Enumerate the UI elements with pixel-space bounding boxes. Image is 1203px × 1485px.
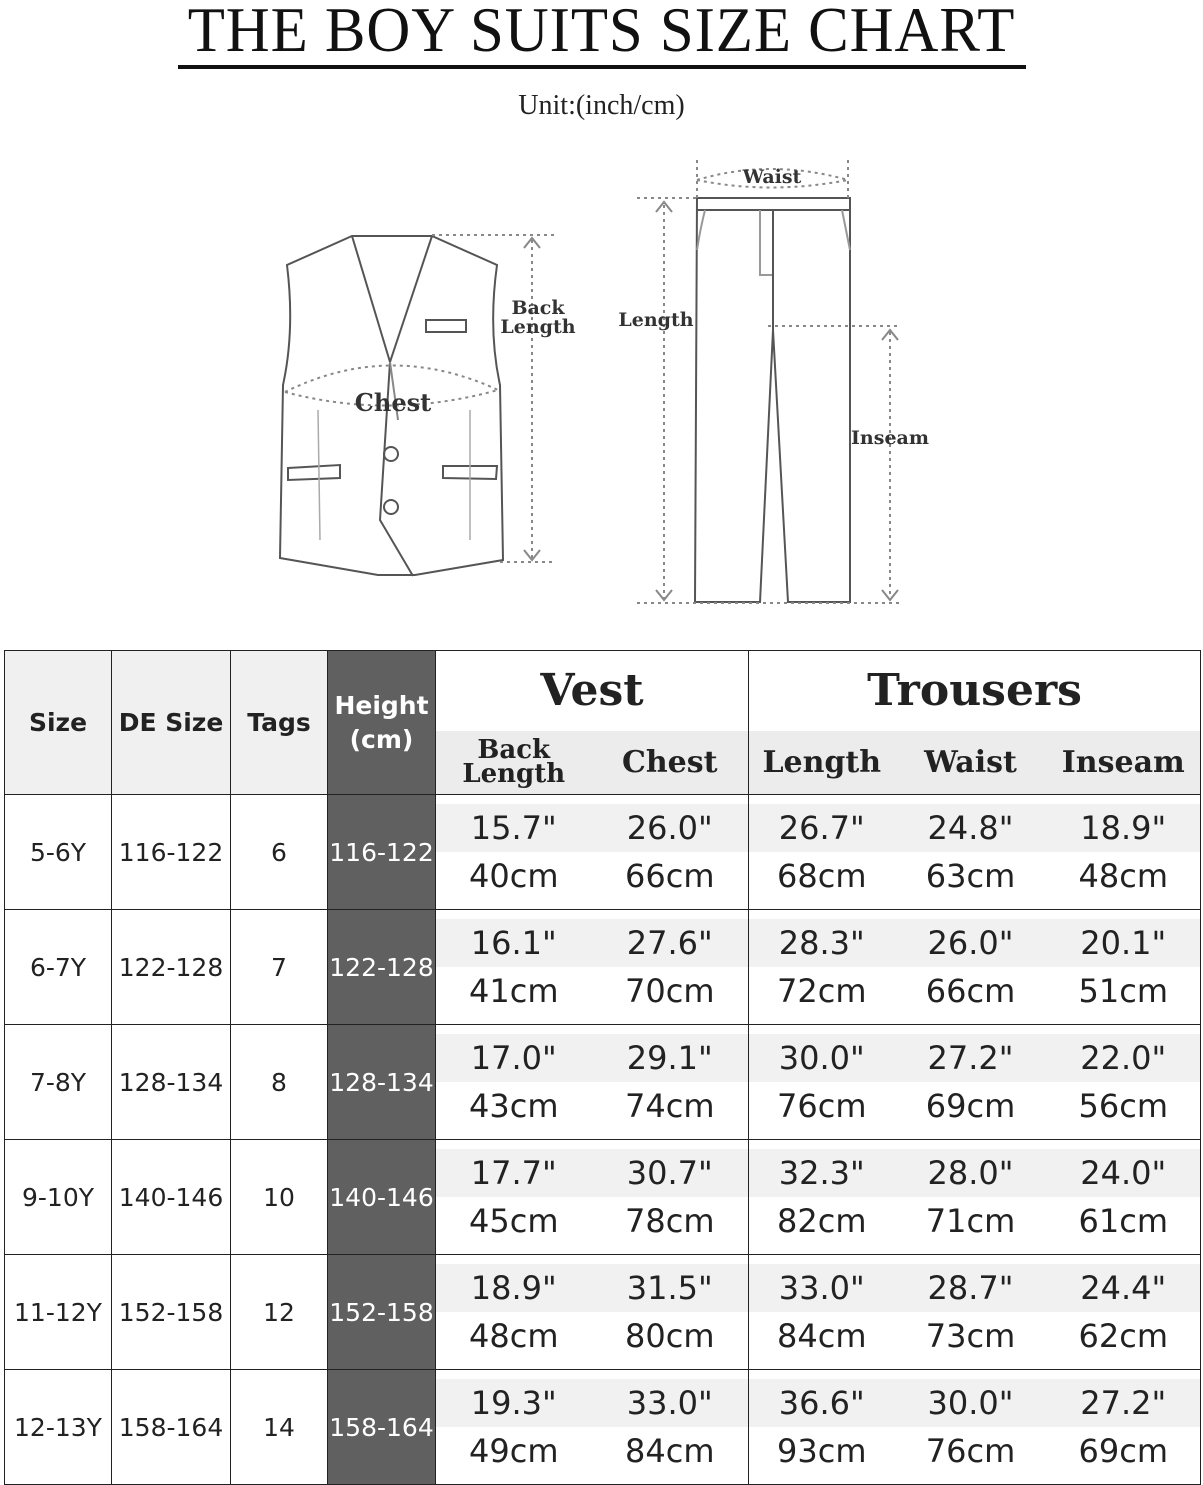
size-cell: 5-6Y bbox=[5, 795, 112, 910]
inseam-cell bbox=[1047, 795, 1201, 910]
inseam-cell bbox=[1047, 1255, 1201, 1370]
header-chest: Chest bbox=[592, 731, 749, 795]
value-cm: 93cm bbox=[777, 1432, 867, 1470]
value-inch: 29.1" bbox=[592, 1034, 749, 1082]
value-cm: 62cm bbox=[1078, 1317, 1169, 1355]
length-cell bbox=[749, 795, 895, 910]
header-back-length-2: Length bbox=[462, 759, 566, 790]
value-cm: 63cm bbox=[925, 857, 1016, 895]
value-cm: 48cm bbox=[469, 1317, 559, 1355]
de-size-cell: 116-122 bbox=[112, 795, 231, 910]
size-cell: 7-8Y bbox=[5, 1025, 112, 1140]
de-size-cell: 152-158 bbox=[112, 1255, 231, 1370]
value-inch: 19.3" bbox=[436, 1379, 592, 1427]
value-cm: 73cm bbox=[925, 1317, 1016, 1355]
value-cm: 66cm bbox=[925, 972, 1016, 1010]
value-cm: 74cm bbox=[625, 1087, 715, 1125]
value-cm: 70cm bbox=[625, 972, 715, 1010]
back-length-cell bbox=[436, 1370, 592, 1485]
table-row bbox=[5, 1025, 1201, 1140]
size-cell: 9-10Y bbox=[5, 1140, 112, 1255]
value-inch: 17.7" bbox=[436, 1149, 592, 1197]
value-inch: 30.0" bbox=[895, 1379, 1047, 1427]
waist-cell bbox=[895, 1140, 1047, 1255]
height-cell: 128-134 bbox=[328, 1025, 436, 1140]
value-inch: 24.8" bbox=[895, 804, 1047, 852]
value-cm: 84cm bbox=[777, 1317, 867, 1355]
chest-cell bbox=[592, 1140, 749, 1255]
inseam-cell bbox=[1047, 1140, 1201, 1255]
length-cell bbox=[749, 910, 895, 1025]
back-length-cell bbox=[436, 795, 592, 910]
value-cm: 80cm bbox=[625, 1317, 715, 1355]
value-inch: 20.1" bbox=[1047, 919, 1201, 967]
tags-cell: 10 bbox=[231, 1140, 328, 1255]
tags-cell: 6 bbox=[231, 795, 328, 910]
value-cm: 40cm bbox=[469, 857, 559, 895]
value-inch: 26.0" bbox=[592, 804, 749, 852]
length-cell bbox=[749, 1255, 895, 1370]
back-length-cell bbox=[436, 1025, 592, 1140]
value-cm: 76cm bbox=[777, 1087, 867, 1125]
chest-cell bbox=[592, 1025, 749, 1140]
value-inch: 24.4" bbox=[1047, 1264, 1201, 1312]
size-cell: 11-12Y bbox=[5, 1255, 112, 1370]
header-vest: Vest bbox=[436, 651, 749, 731]
header-de-size: DE Size bbox=[112, 651, 231, 795]
value-cm: 78cm bbox=[625, 1202, 715, 1240]
value-cm: 51cm bbox=[1078, 972, 1169, 1010]
value-inch: 24.0" bbox=[1047, 1149, 1201, 1197]
tags-cell: 14 bbox=[231, 1370, 328, 1485]
inseam-cell bbox=[1047, 1025, 1201, 1140]
value-inch: 31.5" bbox=[592, 1264, 749, 1312]
value-inch: 28.0" bbox=[895, 1149, 1047, 1197]
value-cm: 48cm bbox=[1078, 857, 1169, 895]
header-back-length-1: Back bbox=[477, 735, 551, 766]
value-cm: 61cm bbox=[1078, 1202, 1169, 1240]
value-inch: 26.7" bbox=[749, 804, 895, 852]
trousers-illustration bbox=[695, 198, 850, 602]
value-inch: 33.0" bbox=[592, 1379, 749, 1427]
value-cm: 69cm bbox=[1078, 1432, 1169, 1470]
de-size-cell: 122-128 bbox=[112, 910, 231, 1025]
size-cell: 12-13Y bbox=[5, 1370, 112, 1485]
waist-cell bbox=[895, 1370, 1047, 1485]
tags-cell: 7 bbox=[231, 910, 328, 1025]
value-cm: 56cm bbox=[1078, 1087, 1169, 1125]
value-inch: 30.7" bbox=[592, 1149, 749, 1197]
value-inch: 15.7" bbox=[436, 804, 592, 852]
height-cell: 140-146 bbox=[328, 1140, 436, 1255]
waist-cell bbox=[895, 910, 1047, 1025]
trousers-waist-label: Waist bbox=[742, 166, 802, 188]
table-row bbox=[5, 1370, 1201, 1485]
header-height-label: Height bbox=[334, 690, 429, 720]
table-row bbox=[5, 795, 1201, 910]
back-length-cell bbox=[436, 1140, 592, 1255]
value-inch: 17.0" bbox=[436, 1034, 592, 1082]
table-row bbox=[5, 1140, 1201, 1255]
header-back-length bbox=[436, 731, 592, 795]
chest-cell bbox=[592, 910, 749, 1025]
tags-cell: 12 bbox=[231, 1255, 328, 1370]
value-inch: 18.9" bbox=[1047, 804, 1201, 852]
title-underline bbox=[178, 65, 1026, 69]
value-inch: 32.3" bbox=[749, 1149, 895, 1197]
header-trousers: Trousers bbox=[749, 651, 1201, 731]
height-cell: 158-164 bbox=[328, 1370, 436, 1485]
value-inch: 27.2" bbox=[895, 1034, 1047, 1082]
value-inch: 28.7" bbox=[895, 1264, 1047, 1312]
vest-back-label-2: Length bbox=[500, 316, 576, 338]
vest-chest-label: Chest bbox=[354, 388, 432, 417]
back-length-cell bbox=[436, 910, 592, 1025]
header-tags: Tags bbox=[231, 651, 328, 795]
inseam-cell bbox=[1047, 1370, 1201, 1485]
value-cm: 49cm bbox=[469, 1432, 559, 1470]
page-title: THE BOY SUITS SIZE CHART bbox=[187, 0, 1016, 65]
length-cell bbox=[749, 1025, 895, 1140]
header-length: Length bbox=[749, 731, 895, 795]
vest-back-label-1: Back bbox=[511, 297, 565, 319]
length-cell bbox=[749, 1140, 895, 1255]
trousers-measure-lines bbox=[637, 160, 900, 603]
size-cell: 6-7Y bbox=[5, 910, 112, 1025]
value-cm: 69cm bbox=[925, 1087, 1016, 1125]
table-row bbox=[5, 1255, 1201, 1370]
value-inch: 30.0" bbox=[749, 1034, 895, 1082]
waist-cell bbox=[895, 795, 1047, 910]
header-waist: Waist bbox=[895, 731, 1047, 795]
value-cm: 76cm bbox=[925, 1432, 1016, 1470]
header-size: Size bbox=[5, 651, 112, 795]
value-inch: 26.0" bbox=[895, 919, 1047, 967]
value-inch: 27.2" bbox=[1047, 1379, 1201, 1427]
chest-cell bbox=[592, 1370, 749, 1485]
header-height bbox=[328, 651, 436, 795]
length-cell bbox=[749, 1370, 895, 1485]
waist-cell bbox=[895, 1255, 1047, 1370]
header-height-unit: (cm) bbox=[349, 724, 414, 754]
value-cm: 66cm bbox=[625, 857, 715, 895]
value-inch: 27.6" bbox=[592, 919, 749, 967]
de-size-cell: 158-164 bbox=[112, 1370, 231, 1485]
value-cm: 45cm bbox=[469, 1202, 559, 1240]
header-inseam: Inseam bbox=[1047, 731, 1201, 795]
value-cm: 84cm bbox=[625, 1432, 715, 1470]
back-length-cell bbox=[436, 1255, 592, 1370]
inseam-cell bbox=[1047, 910, 1201, 1025]
de-size-cell: 140-146 bbox=[112, 1140, 231, 1255]
value-inch: 18.9" bbox=[436, 1264, 592, 1312]
value-inch: 28.3" bbox=[749, 919, 895, 967]
value-cm: 71cm bbox=[925, 1202, 1016, 1240]
waist-cell bbox=[895, 1025, 1047, 1140]
measurement-diagram bbox=[0, 140, 1203, 620]
unit-label: Unit:(inch/cm) bbox=[518, 90, 685, 121]
height-cell: 122-128 bbox=[328, 910, 436, 1025]
value-inch: 22.0" bbox=[1047, 1034, 1201, 1082]
value-inch: 36.6" bbox=[749, 1379, 895, 1427]
height-cell: 116-122 bbox=[328, 795, 436, 910]
tags-cell: 8 bbox=[231, 1025, 328, 1140]
chest-cell bbox=[592, 795, 749, 910]
value-cm: 82cm bbox=[777, 1202, 867, 1240]
size-chart-table bbox=[4, 650, 1201, 1485]
value-cm: 68cm bbox=[777, 857, 867, 895]
de-size-cell: 128-134 bbox=[112, 1025, 231, 1140]
chest-cell bbox=[592, 1255, 749, 1370]
value-inch: 16.1" bbox=[436, 919, 592, 967]
trousers-length-label: Length bbox=[618, 309, 694, 331]
trousers-inseam-label: Inseam bbox=[851, 427, 929, 449]
table-row bbox=[5, 910, 1201, 1025]
height-cell: 152-158 bbox=[328, 1255, 436, 1370]
value-cm: 41cm bbox=[469, 972, 559, 1010]
value-cm: 72cm bbox=[777, 972, 867, 1010]
value-inch: 33.0" bbox=[749, 1264, 895, 1312]
value-cm: 43cm bbox=[469, 1087, 559, 1125]
